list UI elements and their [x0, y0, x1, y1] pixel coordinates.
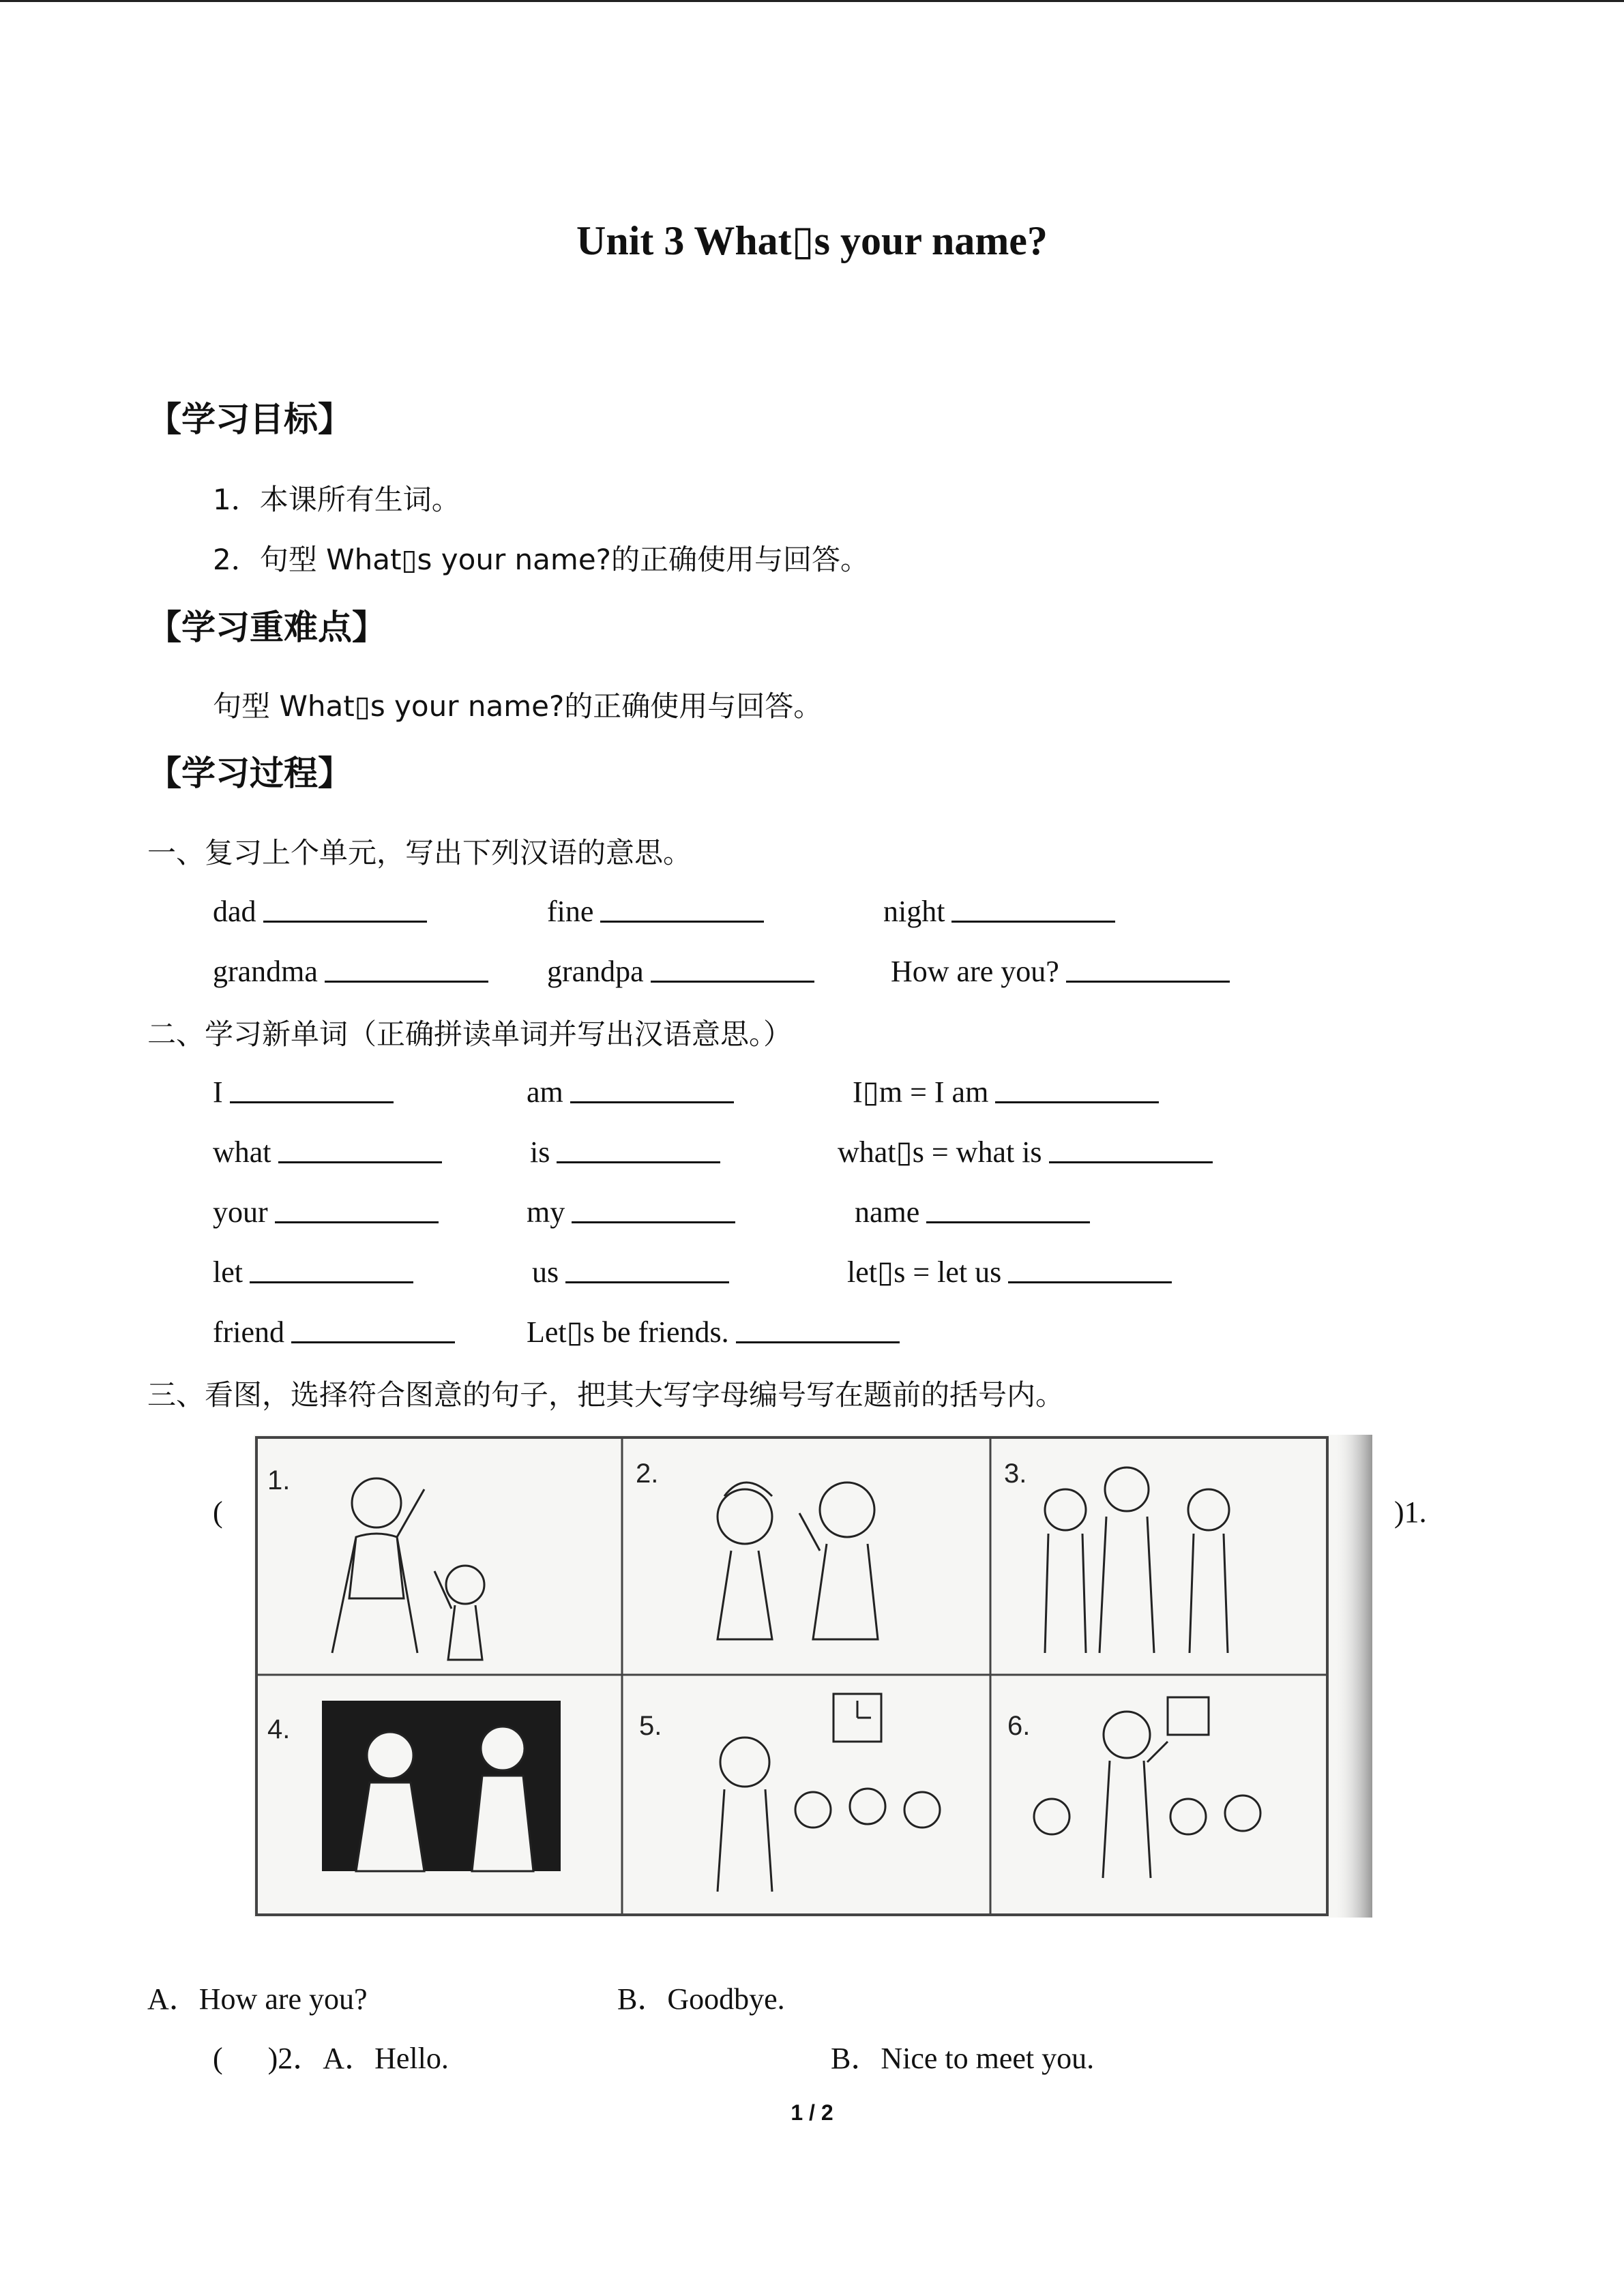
q1-option-a: A．How are you? — [147, 1982, 368, 2016]
vocab-item: grandma — [213, 953, 488, 989]
vocab-item: grandpa — [547, 953, 814, 989]
picture-grid — [254, 1435, 1372, 1918]
figure-label-2: 2. — [636, 1459, 659, 1489]
answer-blank[interactable] — [278, 1134, 442, 1163]
vocab-item: night — [883, 893, 1115, 929]
heading-difficulties: 【学习重难点】 — [147, 608, 386, 647]
vocab-item: your — [213, 1194, 439, 1229]
answer-blank[interactable] — [250, 1254, 413, 1283]
answer-blank[interactable] — [736, 1314, 900, 1343]
answer-blank[interactable] — [1049, 1134, 1213, 1163]
answer-blank[interactable] — [263, 893, 427, 923]
vocab-item: How are you? — [891, 953, 1230, 989]
answer-blank[interactable] — [275, 1194, 439, 1223]
heading-objectives: 【学习目标】 — [147, 400, 352, 439]
vocab-item: is — [530, 1134, 720, 1169]
answer-blank[interactable] — [291, 1314, 455, 1343]
top-rule — [0, 0, 1624, 2]
answer-blank[interactable] — [1008, 1254, 1172, 1283]
figure-label-5: 5. — [639, 1711, 662, 1741]
answer-blank[interactable] — [572, 1194, 735, 1223]
q2-line: ( )2．A．Hello. — [213, 2042, 449, 2075]
vocab-item: am — [527, 1074, 734, 1109]
part2-instruction: 二、学习新单词（正确拼读单词并写出汉语意思。） — [147, 1017, 793, 1051]
part3-instruction: 三、看图，选择符合图意的句子，把其大写字母编号写在题前的括号内。 — [147, 1378, 1065, 1412]
q2-option-b: B．Nice to meet you. — [831, 2042, 1095, 2075]
figure-label-3: 3. — [1004, 1459, 1027, 1489]
vocab-item: let — [213, 1254, 413, 1289]
answer-blank[interactable] — [600, 893, 764, 923]
figure-label-6: 6. — [1007, 1711, 1031, 1741]
q1-option-b: B．Goodbye. — [617, 1982, 785, 2016]
figure-label-1: 1. — [267, 1465, 291, 1495]
vocab-item: I — [213, 1074, 394, 1109]
vocab-item: I▯m = I am — [853, 1074, 1159, 1109]
vocab-item: us — [532, 1254, 729, 1289]
vocab-item: dad — [213, 893, 427, 929]
objective-item-2: 2．句型 What▯s your name?的正确使用与回答。 — [213, 543, 869, 576]
answer-blank[interactable] — [651, 953, 814, 983]
vocab-item: name — [855, 1194, 1090, 1229]
part1-instruction: 一、复习上个单元，写出下列汉语的意思。 — [147, 836, 692, 869]
answer-blank[interactable] — [995, 1074, 1159, 1103]
answer-blank[interactable] — [1066, 953, 1230, 983]
page-number: 1 / 2 — [791, 2100, 833, 2125]
answer-blank[interactable] — [570, 1074, 734, 1103]
difficulties-text: 句型 What▯s your name?的正确使用与回答。 — [213, 689, 823, 723]
vocab-item: fine — [547, 893, 764, 929]
cell-4-drawing — [322, 1701, 561, 1871]
q1-open-paren: ( — [213, 1495, 223, 1529]
answer-blank[interactable] — [926, 1194, 1090, 1223]
vocab-item: Let▯s be friends. — [527, 1314, 900, 1350]
vocab-item: let▯s = let us — [847, 1254, 1172, 1289]
answer-blank[interactable] — [230, 1074, 394, 1103]
answer-blank[interactable] — [557, 1134, 720, 1163]
page-title: Unit 3 What▯s your name? — [576, 218, 1048, 263]
vocab-item: my — [527, 1194, 735, 1229]
figure-label-4: 4. — [267, 1714, 291, 1744]
answer-blank[interactable] — [951, 893, 1115, 923]
objective-item-1: 1．本课所有生词。 — [213, 483, 460, 516]
answer-blank[interactable] — [565, 1254, 729, 1283]
vocab-item: what — [213, 1134, 442, 1169]
vocab-item: friend — [213, 1314, 455, 1350]
vocab-item: what▯s = what is — [838, 1134, 1213, 1169]
answer-blank[interactable] — [325, 953, 488, 983]
heading-process: 【学习过程】 — [147, 754, 352, 793]
q1-close-paren: )1. — [1394, 1495, 1427, 1529]
